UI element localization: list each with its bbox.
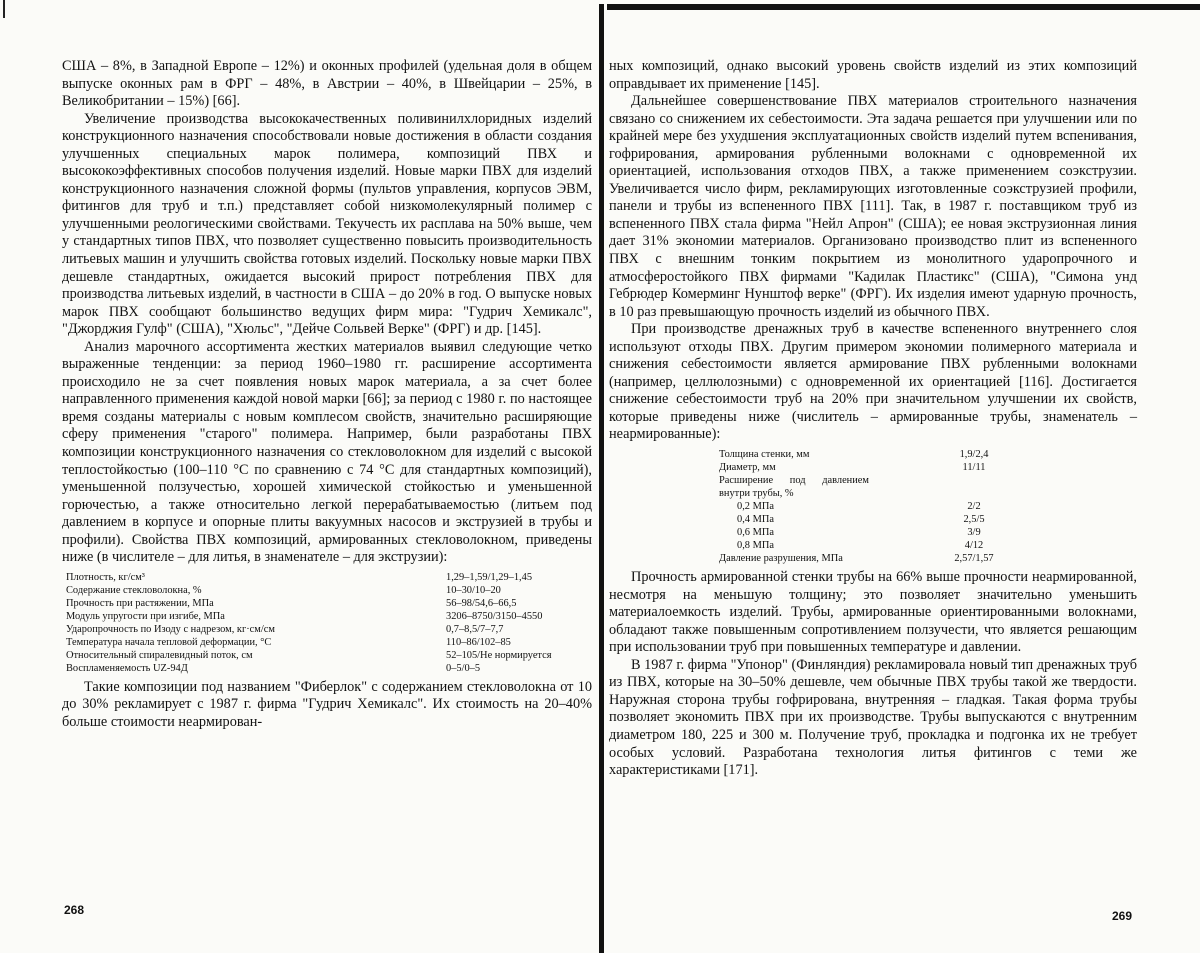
table-row — [719, 461, 1029, 474]
row-value: 2,5/5 — [963, 514, 985, 526]
row-value: 110–86/102–85 — [446, 636, 511, 648]
row-label: Расширение под давлением внутри трубы, % — [719, 475, 869, 500]
row-value: 10–30/10–20 — [446, 584, 501, 596]
table-row — [66, 610, 566, 623]
page-number-right: 269 — [1112, 909, 1133, 923]
left-paragraph-2: Увеличение производства высококачественных поливинилхлоридных изделий конструкционного назначения способствовали новые достижения в области создания улучшенных специальных марок полимера, композиций ПВХ и высококоэффективных способов получения изделий. Новые марки ПВХ для изделий конструкционного назначения сложной формы (пультов управления, корпусов ЭВМ, фитингов для труб и т.п.) представляет собой низкомолекулярный полимер с улучшенными реологическими свойствами. Текучесть их расплава на 50% выше, чем у стандартных типов ПВХ, что позволяет существенно повысить производительность литьевых машин и улучшить свойства готовых изделий. Поскольку новые марки ПВХ дешевле стандартных, ожидается высокий прирост потребления ПВХ для производства литьевых изделий, в частности в США – до 20% в год. О выпуске новых марок ПВХ сообщают большинство ведущих фирм мира: "Гудрич Хемикалс", "Джорджия Гулф" (США), "Хюльс", "Дейче Сольвей Верке" (ФРГ) и др. [145]. — [62, 110, 592, 338]
left-page — [62, 58, 592, 732]
right-paragraph-3: При производстве дренажных труб в качестве вспененного внутреннего слоя используют отходы ПВХ. Другим примером экономии полимерного материала и снижения себестоимости является армирование ПВХ рубленными волокнами (например, целлюлозными) с одновременной их ориентацией [116]. Достигается снижение себестоимости труб на 20% при значительном улучшении их свойств, которые приведены ниже (числитель – армированные трубы, знаменатель – неармированные): — [609, 321, 1137, 443]
scan-edge-mark — [3, 0, 5, 18]
left-closing-paragraph: Такие композиции под названием "Фиберлок" с содержанием стекловолокна от 10 до 30% рекламирует с 1987 г. фирма "Гудрич Хемикалс". Их стоимость на 20–40% больше стоимости неармирован- — [62, 678, 592, 730]
book-gutter — [599, 4, 604, 953]
table-row — [66, 597, 566, 610]
right-closing-paragraph-1: Прочность армированной стенки трубы на 66% выше прочности неармированной, несмотря на меньшую толщину; это позволяет значительно уменьшить материалоемкость изделий. Трубы, армированные ориентированными волокнами, обладают также повышенным сопротивлением ползучести, что является решающим при использовании труб при повышенных температуре и давлении. — [609, 569, 1137, 656]
table-row — [66, 662, 566, 675]
table-row — [66, 636, 566, 649]
right-paragraph-2: Дальнейшее совершенствование ПВХ материалов строительного назначения связано со снижением их себестоимости. Эта задача решается при улучшении или по крайней мере без ухудшения эксплуатационных свойств изделий путем вспенивания, гофрирования, армирования рубленными волокнами с одновременной их ориентацией, использования отходов ПВХ, а также применением соэкструзии. Увеличивается число фирм, рекламирующих изготовленные соэкструзией профили, панели и трубы из вспененного ПВХ [111]. Так, в 1987 г. поставщиком труб из вспененного ПВХ стала фирма "Нейл Апрон" (США); ее новая экструзионная линия дает 31% экономии материалов. Организовано производство плит из вспененного ПВХ с внешним тонким покрытием из монолитного ударопрочного и атмосферостойкого ПВХ фирмами "Кадилак Пластикс" (США), "Симона унд Гебрюдер Комерминг Нунштоф верке" (ФРГ). Их изделия имеют ударную прочность, в 10 раз превышающую прочность изделий из обычного ПВХ. — [609, 93, 1137, 320]
row-label: Давление разрушения, МПа — [719, 553, 843, 565]
table-row — [66, 571, 566, 584]
row-value: 2,57/1,57 — [954, 553, 994, 565]
table-row — [66, 623, 566, 636]
row-value — [919, 474, 1029, 500]
table-row — [719, 513, 1029, 526]
row-label: Содержание стекловолокна, % — [66, 584, 202, 596]
table-row — [719, 474, 1029, 500]
right-closing-paragraph-2: В 1987 г. фирма "Упонор" (Финляндия) рекламировала новый тип дренажных труб из ПВХ, которые на 30–50% дешевле, чем обычные ПВХ трубы такой же твердости. Наружная сторона трубы гофрирована, внутренняя – гладкая. Такая форма трубы позволяет экономить ПВХ при их производстве. Трубы выпускаются с внутренним диаметром 180, 225 и 300 м. Получение труб, прокладка и подгонка их не требует особых условий. Разработана технология литья фитингов с теми же характеристиками [171]. — [609, 656, 1137, 779]
table-row — [719, 539, 1029, 552]
row-label: Плотность, кг/см³ — [66, 571, 145, 583]
table-row — [66, 649, 566, 662]
page-number-left: 268 — [64, 903, 85, 917]
table-row — [719, 552, 1029, 565]
scan-top-edge — [607, 4, 1200, 10]
row-value: 4/12 — [964, 540, 984, 552]
right-page — [609, 58, 1137, 780]
row-label: 0,2 МПа — [737, 501, 774, 513]
row-label: Прочность при растяжении, МПа — [66, 597, 214, 609]
table-row — [719, 500, 1029, 513]
right-paragraph-1: ных композиций, однако высокий уровень свойств изделий из этих композиций оправдывает их применение [145]. — [609, 58, 1137, 92]
row-value: 3/9 — [967, 527, 981, 539]
table-row — [66, 584, 566, 597]
table-row — [719, 526, 1029, 539]
glass-fiber-properties-table — [66, 571, 566, 675]
left-paragraph-3: Анализ марочного ассортимента жестких материалов выявил следующие четко выраженные тенденции: за период 1960–1980 гг. расширение ассортимента происходило не за счет появления новых марок материала, а за счет более направленного применения каждой новой марки [66]; за период с 1980 г. по настоящее время созданы материалы с новым комплесом свойств, значительно расширяющие сферу применения "старого" полимера. Например, были разработаны ПВХ композиции конструкционного назначения со стекловолокном для изделий с высокой теплостойкостью (100–110 °С по сравнению с 74 °С для стандартных композиций), уменьшенной ползучестью, хорошей химической стойкостью и уменьшенной горючестью, а также относительно легкой перерабатываемостью (литьем под давлением в корпусе и опорные плиты вакуумных насосов и экструзией в трубы и профили). Свойства ПВХ композиций, армированных стекловолокном, приведены ниже (в числителе – для литья, в знаменателе – для экструзии): — [62, 338, 592, 566]
row-value: 56–98/54,6–66,5 — [446, 597, 517, 609]
table-row — [719, 448, 1029, 461]
row-value: 2/2 — [967, 501, 981, 513]
row-label: 0,8 МПа — [737, 540, 774, 552]
row-label: Толщина стенки, мм — [719, 449, 810, 461]
row-label: 0,6 МПа — [737, 527, 774, 539]
row-label: Модуль упругости при изгибе, МПа — [66, 610, 225, 622]
row-value: 0,7–8,5/7–7,7 — [446, 623, 504, 635]
row-label: Относительный спиралевидный поток, см — [66, 649, 253, 661]
row-label: Ударопрочность по Изоду с надрезом, кг·см/см — [66, 623, 275, 635]
row-value: 11/11 — [962, 462, 986, 474]
left-paragraph-1: США – 8%, в Западной Европе – 12%) и оконных профилей (удельная доля в общем выпуске оконных рам в ФРГ – 48%, в Австрии – 40%, в Швейцарии – 25%, в Великобритании – 15%) [66]. — [62, 58, 592, 110]
row-value: 1,9/2,4 — [959, 449, 989, 461]
row-value: 52–105/Не нормируется — [446, 649, 552, 661]
row-value: 0–5/0–5 — [446, 662, 481, 674]
row-label: 0,4 МПа — [737, 514, 774, 526]
row-value: 1,29–1,59/1,29–1,45 — [446, 571, 533, 583]
row-value: 3206–8750/3150–4550 — [446, 610, 543, 622]
pipe-properties-table — [719, 448, 1029, 565]
row-label: Температура начала тепловой деформации, °С — [66, 636, 272, 648]
row-label: Диаметр, мм — [719, 462, 776, 474]
row-label: Воспламеняемость UZ-94Д — [66, 662, 188, 674]
